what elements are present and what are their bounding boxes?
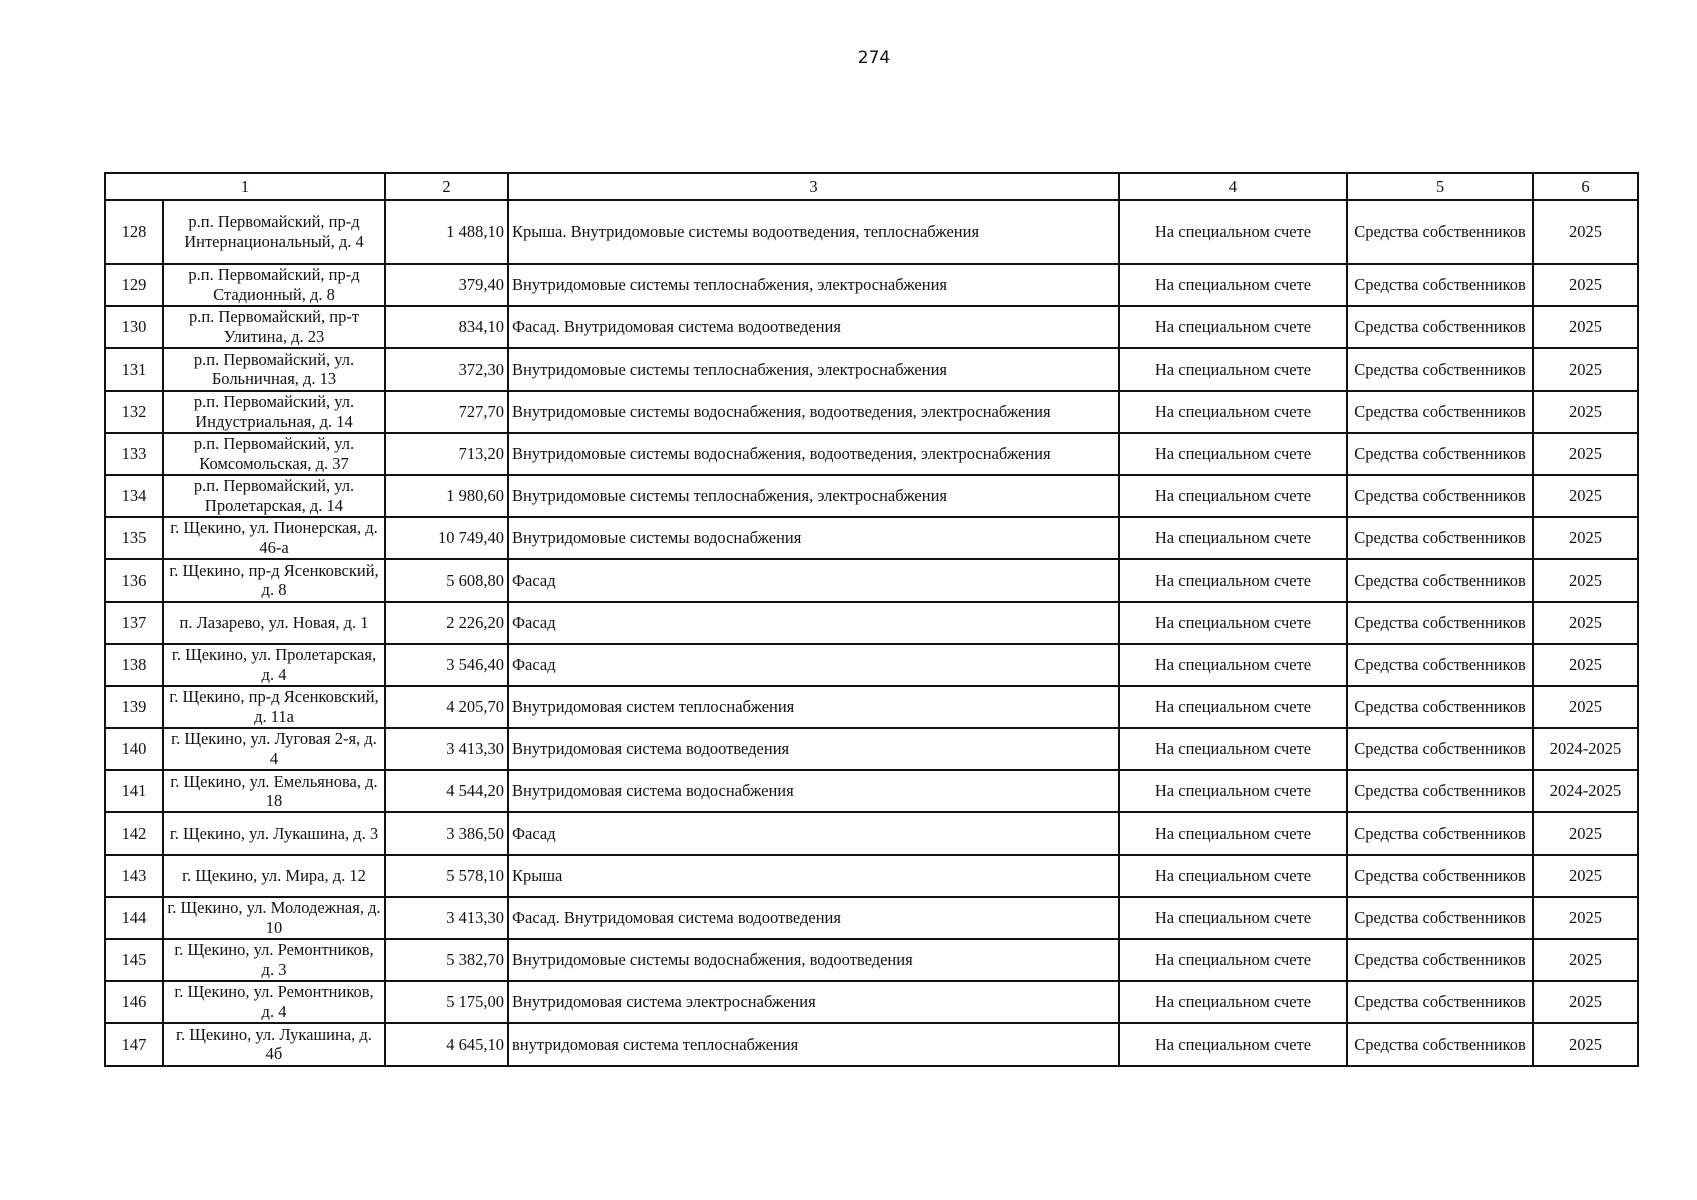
area-cell: 379,40	[385, 264, 508, 306]
funding-method-cell: На специальном счете	[1119, 433, 1347, 475]
address-cell: р.п. Первомайский, пр-т Улитина, д. 23	[163, 306, 385, 348]
funding-source-cell: Средства собственников	[1347, 686, 1533, 728]
address-cell: г. Щекино, пр-д Ясенковский, д. 11а	[163, 686, 385, 728]
works-cell: Внутридомовые системы водоснабжения, водоотведения, электроснабжения	[508, 433, 1119, 475]
funding-method-cell: На специальном счете	[1119, 770, 1347, 812]
table-row	[105, 1023, 1638, 1065]
column-number-row	[105, 173, 1638, 200]
address-cell: р.п. Первомайский, ул. Комсомольская, д. 37	[163, 433, 385, 475]
funding-method-cell: На специальном счете	[1119, 1023, 1347, 1065]
address-cell: г. Щекино, ул. Молодежная, д. 10	[163, 897, 385, 939]
address-cell: г. Щекино, ул. Лукашина, д. 4б	[163, 1023, 385, 1065]
address-cell: р.п. Первомайский, ул. Пролетарская, д. 14	[163, 475, 385, 517]
works-cell: Фасад	[508, 812, 1119, 854]
works-cell: Фасад	[508, 644, 1119, 686]
funding-method-cell: На специальном счете	[1119, 391, 1347, 433]
area-cell: 3 413,30	[385, 728, 508, 770]
period-cell: 2025	[1533, 559, 1638, 601]
funding-source-cell: Средства собственников	[1347, 433, 1533, 475]
row-number-cell: 131	[105, 348, 163, 390]
works-cell: Фасад. Внутридомовая система водоотведения	[508, 306, 1119, 348]
funding-source-cell: Средства собственников	[1347, 770, 1533, 812]
column-header-5: 5	[1347, 173, 1533, 200]
funding-source-cell: Средства собственников	[1347, 855, 1533, 897]
funding-source-cell: Средства собственников	[1347, 475, 1533, 517]
works-cell: Фасад. Внутридомовая система водоотведения	[508, 897, 1119, 939]
table-row	[105, 728, 1638, 770]
table-row	[105, 475, 1638, 517]
table-row	[105, 602, 1638, 644]
period-cell: 2025	[1533, 855, 1638, 897]
period-cell: 2024-2025	[1533, 770, 1638, 812]
funding-source-cell: Средства собственников	[1347, 939, 1533, 981]
works-cell: Внутридомовая система водоотведения	[508, 728, 1119, 770]
funding-source-cell: Средства собственников	[1347, 348, 1533, 390]
row-number-cell: 143	[105, 855, 163, 897]
period-cell: 2025	[1533, 644, 1638, 686]
address-cell: г. Щекино, ул. Ремонтников, д. 4	[163, 981, 385, 1023]
period-cell: 2025	[1533, 348, 1638, 390]
works-cell: Внутридомовая система водоснабжения	[508, 770, 1119, 812]
table-row	[105, 770, 1638, 812]
area-cell: 713,20	[385, 433, 508, 475]
address-cell: р.п. Первомайский, ул. Больничная, д. 13	[163, 348, 385, 390]
period-cell: 2025	[1533, 517, 1638, 559]
capital-repair-table	[104, 172, 1639, 1067]
period-cell: 2025	[1533, 897, 1638, 939]
page-number: 274	[857, 48, 891, 68]
table-row	[105, 897, 1638, 939]
table-row	[105, 348, 1638, 390]
area-cell: 5 608,80	[385, 559, 508, 601]
area-cell: 1 488,10	[385, 200, 508, 264]
works-cell: Крыша	[508, 855, 1119, 897]
table-row	[105, 644, 1638, 686]
row-number-cell: 145	[105, 939, 163, 981]
funding-method-cell: На специальном счете	[1119, 517, 1347, 559]
table-row	[105, 855, 1638, 897]
row-number-cell: 129	[105, 264, 163, 306]
funding-source-cell: Средства собственников	[1347, 644, 1533, 686]
row-number-cell: 144	[105, 897, 163, 939]
area-cell: 4 544,20	[385, 770, 508, 812]
period-cell: 2025	[1533, 981, 1638, 1023]
period-cell: 2025	[1533, 433, 1638, 475]
funding-source-cell: Средства собственников	[1347, 200, 1533, 264]
area-cell: 3 546,40	[385, 644, 508, 686]
row-number-cell: 141	[105, 770, 163, 812]
row-number-cell: 142	[105, 812, 163, 854]
funding-method-cell: На специальном счете	[1119, 855, 1347, 897]
area-cell: 4 645,10	[385, 1023, 508, 1065]
address-cell: г. Щекино, ул. Луговая 2-я, д. 4	[163, 728, 385, 770]
works-cell: внутридомовая система теплоснабжения	[508, 1023, 1119, 1065]
funding-source-cell: Средства собственников	[1347, 981, 1533, 1023]
period-cell: 2025	[1533, 1023, 1638, 1065]
works-cell: Крыша. Внутридомовые системы водоотведения, теплоснабжения	[508, 200, 1119, 264]
period-cell: 2025	[1533, 939, 1638, 981]
row-number-cell: 132	[105, 391, 163, 433]
table-body	[105, 200, 1638, 1066]
works-cell: Внутридомовые системы теплоснабжения, электроснабжения	[508, 348, 1119, 390]
works-cell: Фасад	[508, 602, 1119, 644]
address-cell: г. Щекино, ул. Пионерская, д. 46-а	[163, 517, 385, 559]
address-cell: р.п. Первомайский, пр-д Интернациональный, д. 4	[163, 200, 385, 264]
address-cell: г. Щекино, ул. Емельянова, д. 18	[163, 770, 385, 812]
table-row	[105, 517, 1638, 559]
funding-source-cell: Средства собственников	[1347, 306, 1533, 348]
period-cell: 2025	[1533, 264, 1638, 306]
row-number-cell: 135	[105, 517, 163, 559]
address-cell: г. Щекино, пр-д Ясенковский, д. 8	[163, 559, 385, 601]
area-cell: 727,70	[385, 391, 508, 433]
table-row	[105, 264, 1638, 306]
column-header-2: 2	[385, 173, 508, 200]
table-row	[105, 686, 1638, 728]
funding-source-cell: Средства собственников	[1347, 559, 1533, 601]
address-cell: г. Щекино, ул. Мира, д. 12	[163, 855, 385, 897]
address-cell: п. Лазарево, ул. Новая, д. 1	[163, 602, 385, 644]
funding-method-cell: На специальном счете	[1119, 939, 1347, 981]
funding-method-cell: На специальном счете	[1119, 475, 1347, 517]
table-row	[105, 306, 1638, 348]
funding-method-cell: На специальном счете	[1119, 306, 1347, 348]
area-cell: 3 386,50	[385, 812, 508, 854]
table-row	[105, 391, 1638, 433]
table-row	[105, 981, 1638, 1023]
works-cell: Внутридомовые системы теплоснабжения, электроснабжения	[508, 264, 1119, 306]
funding-method-cell: На специальном счете	[1119, 264, 1347, 306]
area-cell: 5 578,10	[385, 855, 508, 897]
table-row	[105, 812, 1638, 854]
works-cell: Внутридомовые системы водоснабжения	[508, 517, 1119, 559]
works-cell: Внутридомовые системы водоснабжения, водоотведения	[508, 939, 1119, 981]
period-cell: 2024-2025	[1533, 728, 1638, 770]
funding-source-cell: Средства собственников	[1347, 517, 1533, 559]
funding-source-cell: Средства собственников	[1347, 728, 1533, 770]
funding-source-cell: Средства собственников	[1347, 812, 1533, 854]
funding-source-cell: Средства собственников	[1347, 264, 1533, 306]
column-header-1: 1	[105, 173, 385, 200]
column-header-4: 4	[1119, 173, 1347, 200]
row-number-cell: 146	[105, 981, 163, 1023]
period-cell: 2025	[1533, 602, 1638, 644]
works-cell: Внутридомовые системы теплоснабжения, электроснабжения	[508, 475, 1119, 517]
row-number-cell: 128	[105, 200, 163, 264]
area-cell: 2 226,20	[385, 602, 508, 644]
funding-method-cell: На специальном счете	[1119, 602, 1347, 644]
table-row	[105, 939, 1638, 981]
funding-method-cell: На специальном счете	[1119, 981, 1347, 1023]
period-cell: 2025	[1533, 812, 1638, 854]
funding-method-cell: На специальном счете	[1119, 559, 1347, 601]
period-cell: 2025	[1533, 306, 1638, 348]
funding-source-cell: Средства собственников	[1347, 602, 1533, 644]
table-row	[105, 559, 1638, 601]
period-cell: 2025	[1533, 475, 1638, 517]
funding-method-cell: На специальном счете	[1119, 348, 1347, 390]
address-cell: р.п. Первомайский, пр-д Стадионный, д. 8	[163, 264, 385, 306]
row-number-cell: 136	[105, 559, 163, 601]
works-cell: Внутридомовая система электроснабжения	[508, 981, 1119, 1023]
row-number-cell: 140	[105, 728, 163, 770]
row-number-cell: 139	[105, 686, 163, 728]
funding-method-cell: На специальном счете	[1119, 644, 1347, 686]
area-cell: 1 980,60	[385, 475, 508, 517]
funding-method-cell: На специальном счете	[1119, 686, 1347, 728]
works-cell: Внутридомовая систем теплоснабжения	[508, 686, 1119, 728]
funding-source-cell: Средства собственников	[1347, 897, 1533, 939]
row-number-cell: 137	[105, 602, 163, 644]
row-number-cell: 138	[105, 644, 163, 686]
funding-method-cell: На специальном счете	[1119, 728, 1347, 770]
funding-source-cell: Средства собственников	[1347, 1023, 1533, 1065]
area-cell: 372,30	[385, 348, 508, 390]
funding-method-cell: На специальном счете	[1119, 812, 1347, 854]
column-header-6: 6	[1533, 173, 1638, 200]
works-cell: Внутридомовые системы водоснабжения, водоотведения, электроснабжения	[508, 391, 1119, 433]
table-row	[105, 200, 1638, 264]
table-row	[105, 433, 1638, 475]
funding-source-cell: Средства собственников	[1347, 391, 1533, 433]
area-cell: 3 413,30	[385, 897, 508, 939]
area-cell: 10 749,40	[385, 517, 508, 559]
area-cell: 4 205,70	[385, 686, 508, 728]
address-cell: г. Щекино, ул. Ремонтников, д. 3	[163, 939, 385, 981]
period-cell: 2025	[1533, 686, 1638, 728]
address-cell: г. Щекино, ул. Лукашина, д. 3	[163, 812, 385, 854]
address-cell: г. Щекино, ул. Пролетарская, д. 4	[163, 644, 385, 686]
works-cell: Фасад	[508, 559, 1119, 601]
row-number-cell: 130	[105, 306, 163, 348]
address-cell: р.п. Первомайский, ул. Индустриальная, д. 14	[163, 391, 385, 433]
area-cell: 834,10	[385, 306, 508, 348]
area-cell: 5 382,70	[385, 939, 508, 981]
area-cell: 5 175,00	[385, 981, 508, 1023]
row-number-cell: 147	[105, 1023, 163, 1065]
row-number-cell: 133	[105, 433, 163, 475]
column-header-3: 3	[508, 173, 1119, 200]
period-cell: 2025	[1533, 200, 1638, 264]
period-cell: 2025	[1533, 391, 1638, 433]
funding-method-cell: На специальном счете	[1119, 200, 1347, 264]
row-number-cell: 134	[105, 475, 163, 517]
funding-method-cell: На специальном счете	[1119, 897, 1347, 939]
